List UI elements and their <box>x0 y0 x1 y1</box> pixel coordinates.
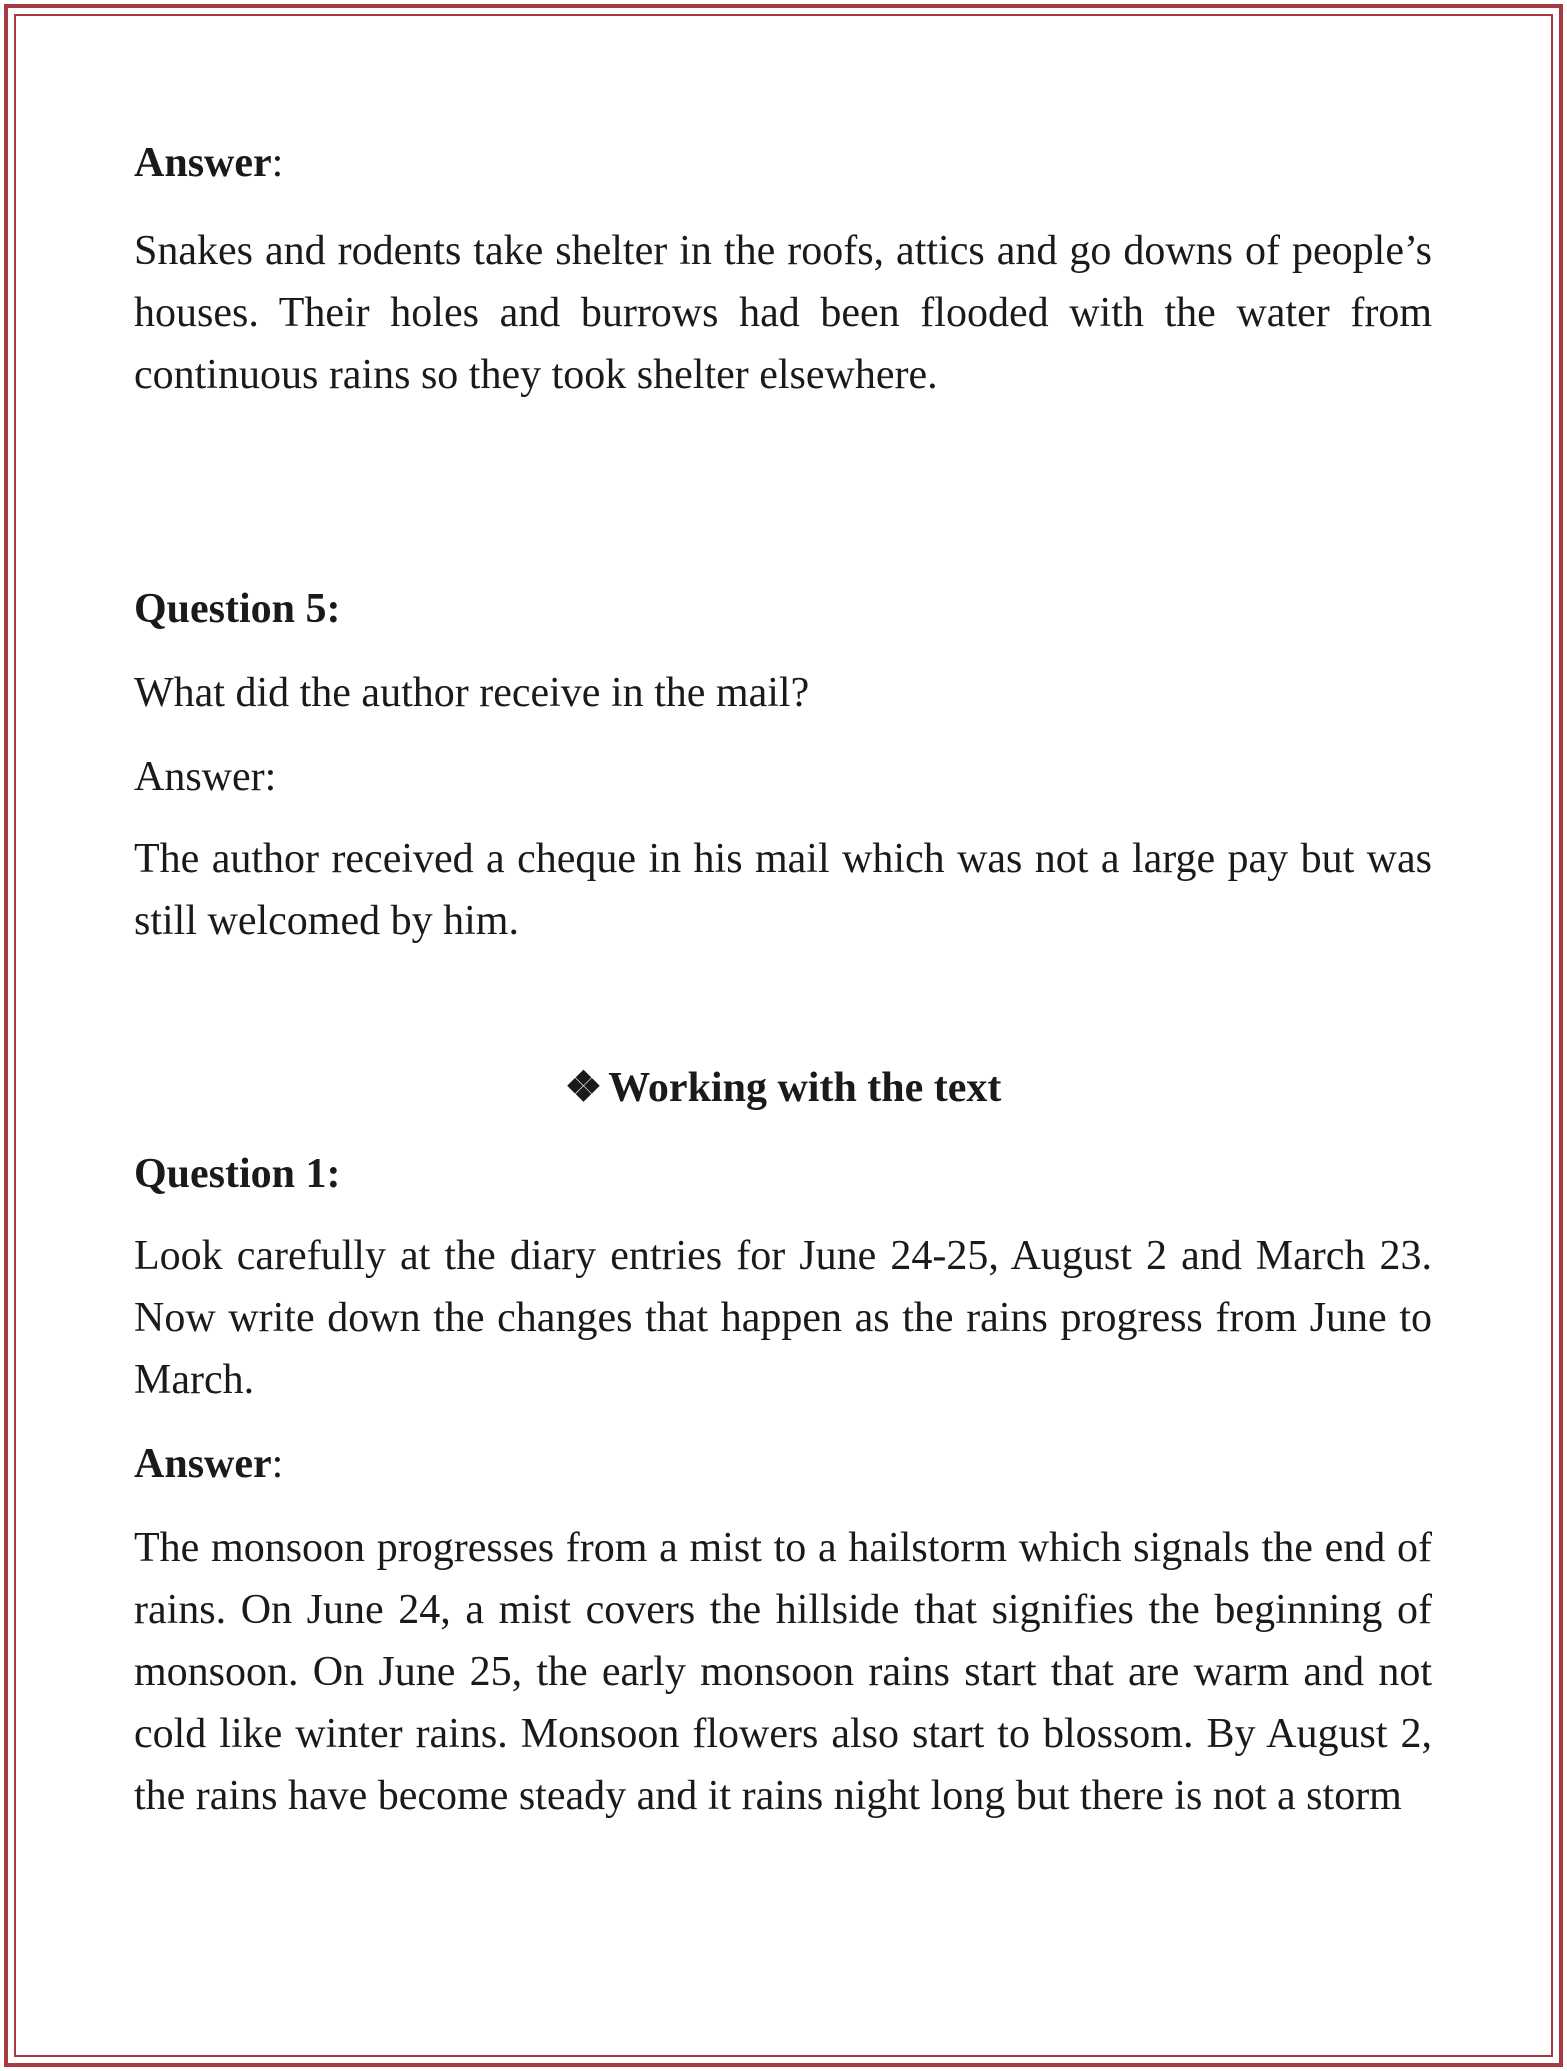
answer-label: Answer <box>134 1441 272 1487</box>
answer-paragraph: The monsoon progresses from a mist to a hailstorm which signals the end of rains. On June 24, a mist covers the hillside that signifies the beginning of monsoon. On June 25, the early monsoon rains start that are warm and not cold like winter rains. Monsoon flowers also start to blossom. By August 2, the rains have become steady and it rains night long but there is not a storm <box>134 1525 1432 1819</box>
section-title: Working with the text <box>608 1065 1002 1111</box>
question-paragraph: Look carefully at the diary entries for June 24-25, August 2 and March 23. Now write down the changes that happen as the rains progress from June to March. <box>134 1233 1432 1403</box>
answer-heading: Answer: <box>134 754 277 800</box>
diamond-bullet-icon: ❖ <box>564 1065 603 1111</box>
answer-paragraph: The author received a cheque in his mail which was not a large pay but was still welcomed by him. <box>134 836 1432 944</box>
question-paragraph: What did the author receive in the mail? <box>134 670 810 716</box>
question-heading: Question 1: <box>134 1151 341 1197</box>
section-heading <box>134 1057 1432 1119</box>
answer-heading <box>134 132 1432 194</box>
answer-label: Answer <box>134 140 272 186</box>
answer-colon: : <box>271 1441 284 1487</box>
answer-heading <box>134 1433 1432 1495</box>
answer-paragraph: Snakes and rodents take shelter in the roofs, attics and go downs of people’s houses. Their holes and burrows had been flooded with the water from continuous rains so they took shelter elsewhere. <box>134 228 1432 398</box>
answer-colon: : <box>271 140 284 186</box>
question-heading: Question 5: <box>134 586 341 632</box>
